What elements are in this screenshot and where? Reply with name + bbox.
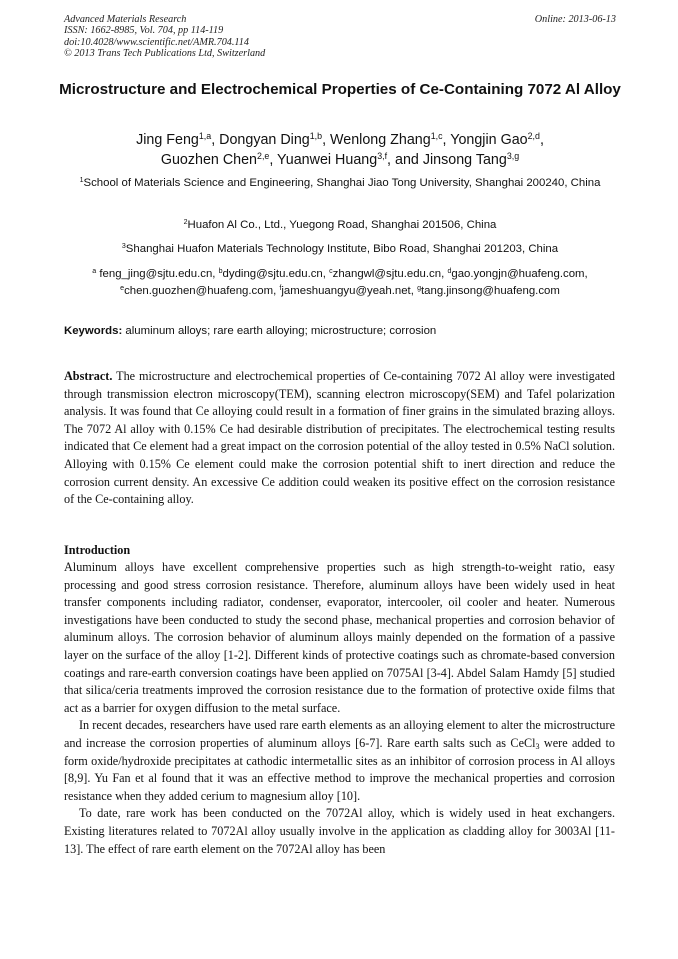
- email-sup: g: [417, 285, 421, 293]
- author-sup: 3,g: [506, 151, 520, 162]
- author-sup: 1,a: [198, 131, 212, 142]
- journal-copyright: © 2013 Trans Tech Publications Ltd, Switzerland: [64, 48, 266, 60]
- email-link[interactable]: dyding@sjtu.edu.cn: [222, 268, 323, 280]
- author-separator: ,: [211, 132, 220, 148]
- keywords-label: Keywords:: [64, 325, 123, 337]
- email-sup: c: [329, 268, 333, 276]
- intro-paragraph-2: [64, 717, 615, 805]
- email-link[interactable]: feng_jing@sjtu.edu.cn: [99, 268, 213, 280]
- email-link[interactable]: tang.jinsong@huafeng.com: [421, 285, 560, 297]
- affiliation-sup: 3: [121, 243, 126, 251]
- author-sup: 2,e: [257, 151, 270, 162]
- email-list: $^a$ feng_jing@sjtu.edu.cn, $^b$dyding@sjtu.edu.cn, $^c$zhangwl@sjtu.edu.cn, $^d$gao.yongjn@huafeng.com, $^e$chen.guozhen@huafeng.com, $^f$jameshuangyu@yeah.net, $^g$tang.jinsong@huafeng.com: [92, 268, 588, 297]
- email-link[interactable]: chen.guozhen@huafeng.com: [124, 285, 274, 297]
- journal-name: Advanced Materials Research: [64, 14, 187, 25]
- email-link[interactable]: jameshuangyu@yeah.net: [281, 285, 411, 297]
- subscript: 3: [535, 741, 540, 751]
- affiliation-3: [60, 241, 620, 258]
- author-separator: ,: [442, 132, 451, 148]
- author-list: [50, 130, 630, 170]
- author-separator: , and: [387, 152, 423, 168]
- author-name: Wenlong Zhang: [330, 132, 431, 148]
- journal-header: [64, 14, 616, 60]
- affiliation-text: Huafon Al Co., Ltd., Yuegong Road, Shanghai 201506, China: [187, 219, 497, 231]
- email-sup: d: [447, 268, 452, 276]
- abstract-label: Abstract.: [64, 369, 113, 383]
- abstract-text: The microstructure and electrochemical properties of Ce-containing 7072 Al alloy were investigated through transmission electron microscopy(TEM), scanning electron microscopy(SEM) and Tafel polarization analysis. It was found that Ce alloying could result in a formation of finer grains in the simulated brazing alloys. The 7072 Al alloy with 0.15% Ce had desirable distribution of precipitates. The electrochemical testing results indicated that Ce element had a great impact on the corrosion potential of the alloy tested in 0.5% NaCl solution. Alloying with 0.15% Ce element could make the corrosion potential shift to inert direction and reduce the corrosion current density. An excessive Ce addition could weaken its positive effect on the corrosion resistance of the Ce-containing alloy.: [64, 369, 615, 507]
- author-name: Yongjin Gao: [450, 132, 528, 148]
- affiliation-1: [60, 175, 620, 192]
- intro-paragraph-2-text: In recent decades, researchers have used rare earth elements as an alloying element to alter the microstructure and increase the corrosion properties of aluminum alloys [6-7]. Rare earth salts such as CeCl: [64, 718, 615, 750]
- keywords: [64, 323, 616, 339]
- author-name: Jing Feng: [136, 132, 199, 148]
- email-link[interactable]: zhangwl@sjtu.edu.cn: [332, 268, 442, 280]
- author-name: Guozhen Chen: [160, 152, 258, 168]
- online-date: Online: 2013-06-13: [534, 14, 616, 25]
- abstract: [64, 368, 615, 509]
- email-sup: a: [92, 268, 97, 276]
- email-sup: f: [279, 285, 282, 293]
- intro-paragraph-1: Aluminum alloys have excellent comprehensive properties such as high strength-to-weight ratio, easy processing and good stress corrosion resistance. Therefore, aluminum alloys have been widely used in heat transfer components including radiator, condenser, evaporator, intercooler, oil cooler and heater. Numerous investigations have been conducted to study the second phase, mechanical properties and corrosion behavior of aluminum alloys. The corrosion behavior of aluminum alloys mainly depended on the formation of a passive layer on the surface of the alloy [1-2]. Different kinds of protective coatings such as chromate-based conversion coatings and rare-earth conversion coatings have been applied on 7075Al [3-4]. Abdel Salam Hamdy [5] studied that silica/ceria treatments improved the corrosion resistance due to the formation of protective oxide films that act as a barrier for oxygen diffusion to the metal surface.: [64, 560, 615, 715]
- email-sup: e: [120, 285, 125, 293]
- author-sup: 1,b: [309, 131, 323, 142]
- author-sup: 3,f: [377, 151, 388, 162]
- affiliation-2: [60, 217, 620, 234]
- author-separator: ,: [269, 152, 278, 168]
- author-name: Dongyan Ding: [219, 132, 310, 148]
- author-separator: ,: [539, 132, 544, 148]
- intro-paragraph-3: To date, rare work has been conducted on the 7072Al alloy, which is widely used in heat exchangers. Existing literatures related to 7072Al alloy usually involve in the application as cladding alloy for 3003Al [11-13]. The effect of rare earth element on the 7072Al alloy has been: [64, 806, 615, 856]
- keywords-text: aluminum alloys; rare earth alloying; microstructure; corrosion: [125, 325, 437, 337]
- author-sup: 1,c: [430, 131, 443, 142]
- intro-paragraph-2-text: were added to form oxide/hydroxide precipitates at cathodic intermetallic sites as an inhibitor of corrosion process in Al alloys [8,9]. Yu Fan et al found that it was an effective method to improve the mechanical properties and corrosion resistance when they added cerium to magnesium alloy [10].: [64, 735, 616, 803]
- affiliation-text: School of Materials Science and Engineering, Shanghai Jiao Tong University, Shanghai 200240, China: [83, 177, 601, 189]
- journal-doi: doi:10.4028/www.scientific.net/AMR.704.114: [64, 36, 249, 48]
- paper-title: Microstructure and Electrochemical Properties of Ce-Containing 7072 Al Alloy: [59, 81, 621, 98]
- affiliation-sup: 2: [183, 219, 188, 227]
- journal-issn: ISSN: 1662-8985, Vol. 704, pp 114-119: [64, 25, 224, 37]
- introduction-body: [64, 559, 615, 858]
- author-separator: ,: [322, 132, 331, 148]
- email-link[interactable]: gao.yongjn@huafeng.com: [451, 268, 585, 280]
- affiliation-text: Shanghai Huafon Materials Technology Institute, Bibo Road, Shanghai 201203, China: [125, 243, 559, 255]
- author-name: Yuanwei Huang: [277, 152, 378, 168]
- email-sup: b: [218, 268, 223, 276]
- author-sup: 2,d: [527, 131, 540, 142]
- author-name: Jinsong Tang: [422, 152, 507, 168]
- section-heading-introduction: Introduction: [64, 543, 131, 557]
- affiliation-sup: 1: [79, 177, 84, 185]
